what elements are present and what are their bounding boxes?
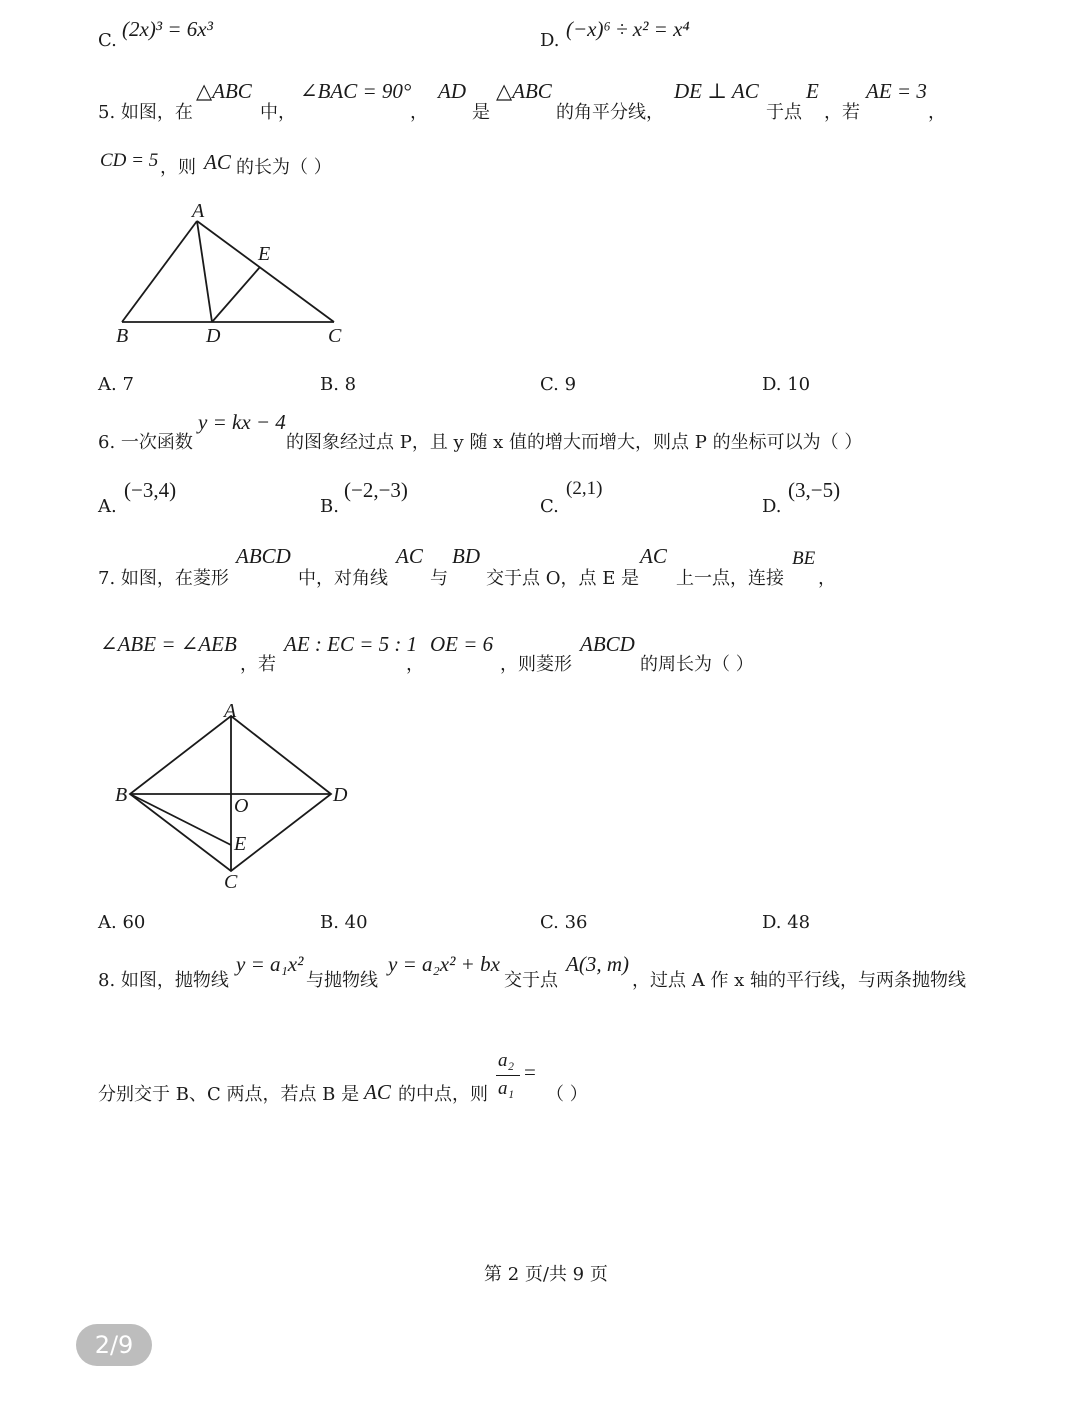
q7-rhombus-figure (108, 698, 358, 896)
q5-text-shi: 是 (472, 102, 490, 123)
q5-de-perp: DE ⊥ AC (674, 79, 759, 103)
q6-function: y = kx − 4 (198, 410, 286, 434)
q5-edge-ac (197, 221, 334, 322)
q8-stem-start: 8. 如图，抛物线 (98, 970, 229, 991)
q8-ac: AC (364, 1080, 391, 1104)
q5-text-then: ，则 (160, 157, 196, 178)
q7-rhombus: ABCD (236, 544, 291, 568)
q6-option-a-value: (−3,4) (124, 478, 177, 502)
q7-ratio: AE : EC = 5 : 1 (284, 632, 418, 656)
q4-option-c-expr: (2x)³ = 6x³ (122, 17, 213, 41)
q7-label-b: B (115, 784, 128, 806)
q8-text-midpoint: 的中点，则 (398, 1084, 488, 1105)
q5-label-b: B (116, 325, 129, 347)
q5-option-c: C. 9 (540, 374, 577, 395)
q8-stem-text: ，过点 A 作 x 轴的平行线，与两条抛物线 (632, 970, 967, 991)
q5-text-ruo: ，若 (824, 102, 860, 123)
q5-label-d: D (206, 325, 221, 347)
q7-text-ruo: ，若 (240, 654, 276, 675)
q7-bd: BD (452, 544, 480, 568)
q8-fraction-bar (496, 1075, 520, 1076)
q5-segment-de (212, 267, 260, 322)
q5-label-a: A (192, 200, 205, 222)
q8-equals: = (524, 1060, 536, 1084)
q7-label-a: A (224, 700, 237, 722)
q5-cd: CD = 5 (100, 150, 159, 171)
q7-option-c: C. 36 (540, 912, 588, 933)
q5-point-e: E (806, 79, 819, 103)
q7-option-a: A. 60 (98, 912, 146, 933)
q8-text-intersect: 交于点 (504, 970, 558, 991)
q5-edge-ab (122, 221, 197, 322)
q6-option-d-label: D. (762, 496, 782, 517)
q6-option-c-value: (2,1) (566, 478, 603, 499)
page-footer: 第 2 页/共 9 页 (484, 1264, 608, 1285)
q5-triangle: △ABC (196, 79, 252, 103)
q4-option-d-label: D. (540, 30, 560, 51)
q7-ac: AC (396, 544, 423, 568)
q7-stem-start: 7. 如图，在菱形 (98, 568, 229, 589)
q5-text-yudian: 于点 (766, 102, 802, 123)
q6-stem-start: 6. 一次函数 (98, 432, 193, 453)
q8-fraction-denominator: a₁ (498, 1078, 515, 1099)
q5-stem-start: 5. 如图，在 (98, 102, 193, 123)
q8-fraction-numerator: a₂ (498, 1050, 515, 1071)
q7-text-yu: 与 (430, 568, 448, 589)
q7-text-then: ，则菱形 (500, 654, 572, 675)
q6-option-a-label: A. (98, 496, 117, 517)
q7-comma: ， (818, 568, 836, 589)
q7-label-d: D (333, 784, 348, 806)
q5-text-length: 的长为（ ） (236, 157, 332, 178)
page-indicator-badge: 2/9 (76, 1324, 152, 1366)
q7-angle-eq: ∠ABE = ∠AEB (100, 632, 237, 656)
q7-ac2: AC (640, 544, 667, 568)
q7-label-o: O (234, 795, 249, 817)
q8-answer-paren: （ ） (546, 1084, 588, 1105)
q5-label-e: E (258, 243, 271, 265)
q5-comma1: ， (410, 102, 428, 123)
q5-ac: AC (204, 150, 231, 174)
q7-option-d: D. 48 (762, 912, 811, 933)
q5-triangle2: △ABC (496, 79, 552, 103)
q5-angle: ∠BAC = 90° (300, 79, 412, 103)
q6-option-b-label: B. (320, 496, 339, 517)
q6-option-d-value: (3,−5) (788, 478, 841, 502)
q5-option-b: B. 8 (320, 374, 357, 395)
q5-option-a: A. 7 (98, 374, 134, 395)
q5-ae: AE = 3 (866, 79, 927, 103)
q6-stem-text: 的图象经过点 P，且 y 随 x 值的增大而增大，则点 P 的坐标可以为（ ） (286, 432, 863, 453)
q6-option-c-label: C. (540, 496, 559, 517)
q5-text-zhong: 中， (260, 102, 296, 123)
q7-text-diagonals: 中，对角线 (298, 568, 388, 589)
q7-comma2: ， (406, 654, 424, 675)
q4-option-c-label: C. (98, 30, 117, 51)
q8-point-a: A(3, m) (566, 952, 629, 976)
q7-label-e: E (234, 833, 247, 855)
q7-oe: OE = 6 (430, 632, 494, 656)
q7-segment-be (130, 794, 231, 845)
q7-option-b: B. 40 (320, 912, 368, 933)
q6-option-b-value: (−2,−3) (344, 478, 408, 502)
q5-ad: AD (438, 79, 466, 103)
q8-parabola2: y = a₂x² + bx (388, 952, 500, 976)
q8-parabola1: y = a₁x² (236, 952, 304, 976)
q5-triangle-figure (108, 195, 358, 350)
q7-text-intersect: 交于点 O，点 E 是 (486, 568, 640, 589)
q4-option-d-expr: (−x)⁶ ÷ x² = x⁴ (566, 17, 690, 41)
q7-text-perimeter: 的周长为（ ） (640, 654, 754, 675)
q8-text-yu: 与抛物线 (306, 970, 378, 991)
q7-rhombus2: ABCD (580, 632, 635, 656)
q5-text-bisector: 的角平分线， (556, 102, 664, 123)
q7-be: BE (792, 548, 816, 569)
q5-label-c: C (328, 325, 342, 347)
q7-text-on: 上一点，连接 (676, 568, 784, 589)
q5-segment-ad (197, 221, 212, 322)
q8-line2: 分别交于 B、C 两点，若点 B 是 (98, 1084, 360, 1105)
q5-option-d: D. 10 (762, 374, 811, 395)
q7-label-c: C (224, 871, 238, 893)
q5-comma2: ， (928, 102, 946, 123)
